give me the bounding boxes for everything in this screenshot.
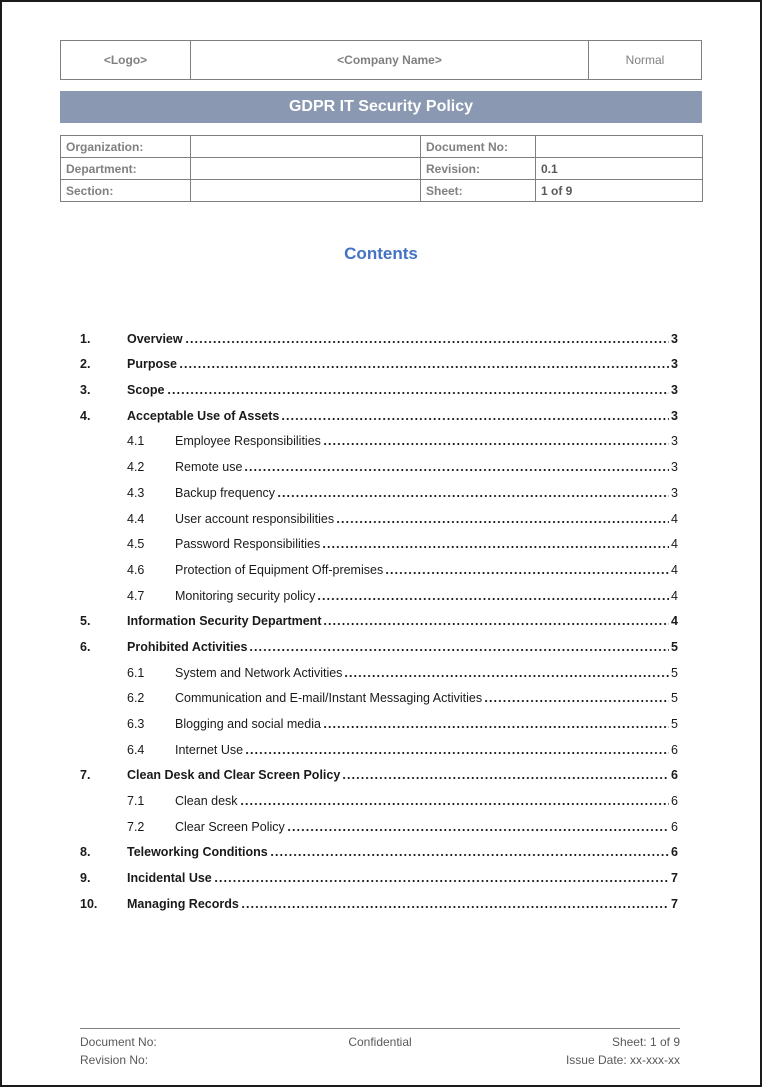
toc-entry-page: 6 <box>671 768 678 783</box>
toc-entry-title: Prohibited Activities <box>127 639 248 654</box>
toc-entry[interactable] <box>80 500 678 526</box>
toc-leader-dots <box>324 726 669 728</box>
toc-entry[interactable] <box>80 705 678 731</box>
toc-entry-title: Monitoring security policy <box>175 588 316 603</box>
footer-issue-date: Issue Date: xx-xxx-xx <box>565 1053 680 1067</box>
section-value <box>191 180 421 202</box>
footer-revision-no: Revision No: <box>80 1053 149 1067</box>
document-info-table <box>60 135 703 202</box>
toc-entry[interactable] <box>80 859 678 885</box>
footer-confidential: Confidential <box>348 1035 412 1049</box>
toc-entry-title: Purpose <box>127 357 178 372</box>
toc-entry-page: 6 <box>671 794 678 809</box>
toc-entry-title: Information Security Department <box>127 614 322 629</box>
toc-leader-dots <box>271 854 669 856</box>
toc-leader-dots <box>186 341 669 343</box>
toc-entry[interactable] <box>80 680 678 706</box>
toc-entry-title: Clean Desk and Clear Screen Policy <box>127 768 341 783</box>
toc-entry[interactable] <box>80 397 678 423</box>
toc-entry-page: 5 <box>671 639 678 654</box>
sheet-value: 1 of 9 <box>536 180 703 202</box>
toc-entry-page: 5 <box>671 717 678 731</box>
logo-placeholder-cell: <Logo> <box>61 41 191 79</box>
toc-entry[interactable] <box>80 526 678 552</box>
toc-entry-title: Scope <box>127 383 165 398</box>
toc-entry-title: Employee Responsibilities <box>175 434 321 449</box>
toc-entry-title: Managing Records <box>127 896 239 911</box>
toc-entry-page: 6 <box>671 742 678 757</box>
page-footer <box>80 1028 680 1069</box>
toc-entry-title: User account responsibilities <box>175 511 335 526</box>
toc-leader-dots <box>246 752 669 754</box>
footer-sheet: Sheet: 1 of 9 <box>611 1035 680 1049</box>
toc-entry-number: 5. <box>80 614 91 629</box>
toc-leader-dots <box>386 572 669 574</box>
toc-entry-number: 6.2 <box>127 691 145 706</box>
toc-entry-number: 9. <box>80 871 91 886</box>
toc-entry-title: Incidental Use <box>127 871 212 886</box>
toc-entry-number: 4.6 <box>127 562 145 577</box>
toc-entry-number: 6. <box>80 639 91 654</box>
toc-entry[interactable] <box>80 834 678 860</box>
info-row-department <box>61 158 703 180</box>
organization-value <box>191 136 421 158</box>
toc-entry[interactable] <box>80 371 678 397</box>
toc-entry-page: 3 <box>671 331 678 346</box>
toc-entry-title: Teleworking Conditions <box>127 845 268 860</box>
toc-entry[interactable] <box>80 551 678 577</box>
toc-entry-title: Remote use <box>175 460 243 475</box>
toc-entry[interactable] <box>80 603 678 629</box>
toc-entry-number: 6.1 <box>127 665 145 680</box>
footer-left-block <box>80 1033 260 1069</box>
toc-entry-page: 6 <box>671 819 678 834</box>
info-row-organization <box>61 136 703 158</box>
department-value <box>191 158 421 180</box>
toc-entry-title: Communication and E-mail/Instant Messaging Activities <box>175 691 483 706</box>
toc-entry-title: Overview <box>127 331 183 346</box>
footer-document-no: Document No: <box>80 1035 157 1049</box>
toc-leader-dots <box>318 598 669 600</box>
contents-heading: Contents <box>344 244 418 263</box>
toc-entry[interactable] <box>80 885 678 911</box>
toc-entry[interactable] <box>80 782 678 808</box>
toc-entry-title: Clear Screen Policy <box>175 819 285 834</box>
toc-entry-number: 6.4 <box>127 742 145 757</box>
toc-entry-page: 5 <box>671 691 678 706</box>
toc-entry[interactable] <box>80 757 678 783</box>
toc-entry-number: 1. <box>80 331 91 346</box>
toc-entry-number: 4.2 <box>127 460 145 475</box>
toc-entry[interactable] <box>80 346 678 372</box>
toc-leader-dots <box>282 418 669 420</box>
toc-leader-dots <box>324 443 669 445</box>
toc-entry-page: 4 <box>671 537 678 552</box>
toc-leader-dots <box>288 829 669 831</box>
toc-entry-number: 7.2 <box>127 819 145 834</box>
toc-entry[interactable] <box>80 577 678 603</box>
toc-entry[interactable] <box>80 654 678 680</box>
toc-entry-page: 3 <box>671 408 678 423</box>
toc-leader-dots <box>215 880 669 882</box>
toc-leader-dots <box>278 495 669 497</box>
department-label: Department: <box>61 158 191 180</box>
toc-entry-title: System and Network Activities <box>175 665 343 680</box>
document-title-bar <box>60 91 702 123</box>
toc-entry-number: 4.4 <box>127 511 145 526</box>
sheet-label: Sheet: <box>421 180 536 202</box>
toc-entry-number: 7. <box>80 768 91 783</box>
toc-leader-dots <box>250 649 669 651</box>
info-row-section <box>61 180 703 202</box>
toc-entry[interactable] <box>80 474 678 500</box>
toc-entry-number: 7.1 <box>127 794 145 809</box>
toc-leader-dots <box>241 803 670 805</box>
toc-entry[interactable] <box>80 628 678 654</box>
revision-label: Revision: <box>421 158 536 180</box>
toc-entry-number: 8. <box>80 845 91 860</box>
toc-entry-page: 7 <box>671 896 678 911</box>
toc-entry-number: 3. <box>80 383 91 398</box>
toc-entry-number: 2. <box>80 357 91 372</box>
toc-entry[interactable] <box>80 808 678 834</box>
toc-entry-page: 3 <box>671 460 678 475</box>
classification-cell: Normal <box>625 53 665 67</box>
toc-leader-dots <box>180 366 669 368</box>
toc-leader-dots <box>168 392 670 394</box>
revision-value: 0.1 <box>536 158 703 180</box>
toc-entry-number: 10. <box>80 896 98 911</box>
toc-entry-page: 3 <box>671 357 678 372</box>
header-table <box>60 40 702 80</box>
toc-entry-number: 6.3 <box>127 717 145 731</box>
toc-entry-title: Acceptable Use of Assets <box>127 408 280 423</box>
toc-leader-dots <box>324 623 669 625</box>
footer-right-block <box>500 1033 680 1069</box>
toc-leader-dots <box>337 521 669 523</box>
section-label: Section: <box>61 180 191 202</box>
toc-entry-title: Protection of Equipment Off-premises <box>175 562 384 577</box>
document-title: GDPR IT Security Policy <box>288 98 474 115</box>
toc-entry-page: 5 <box>671 665 678 680</box>
toc-entry-title: Clean desk <box>175 794 238 809</box>
toc-leader-dots <box>345 675 669 677</box>
toc-leader-dots <box>242 906 669 908</box>
footer-center-block <box>260 1033 500 1069</box>
toc-entry-page: 4 <box>671 511 678 526</box>
organization-label: Organization: <box>61 136 191 158</box>
toc-entry[interactable] <box>80 320 678 346</box>
document-no-label: Document No: <box>421 136 536 158</box>
toc-entry-title: Internet Use <box>175 742 244 757</box>
toc-entry-page: 7 <box>671 871 678 886</box>
toc-entry-page: 3 <box>671 485 678 500</box>
document-no-value <box>536 136 703 158</box>
toc-list <box>80 320 678 911</box>
toc-entry-page: 3 <box>671 383 678 398</box>
toc-entry-page: 4 <box>671 588 678 603</box>
toc-entry-number: 4.1 <box>127 434 145 449</box>
toc-entry-number: 4.5 <box>127 537 145 552</box>
toc-entry-title: Backup frequency <box>175 485 276 500</box>
toc-leader-dots <box>323 546 669 548</box>
toc-entry[interactable] <box>80 731 678 757</box>
toc-entry-page: 4 <box>671 562 678 577</box>
toc-entry-title: Password Responsibilities <box>175 537 321 552</box>
toc-entry[interactable] <box>80 423 678 449</box>
toc-entry[interactable] <box>80 448 678 474</box>
toc-entry-page: 6 <box>671 845 678 860</box>
toc-entry-page: 3 <box>671 434 678 449</box>
toc-leader-dots <box>343 777 669 779</box>
toc-entry-title: Blogging and social media <box>175 717 321 731</box>
toc-leader-dots <box>245 469 669 471</box>
toc-entry-number: 4.3 <box>127 485 145 500</box>
toc-entry-page: 4 <box>671 614 678 629</box>
toc-entry-number: 4. <box>80 408 91 423</box>
toc-leader-dots <box>485 700 669 702</box>
company-name-cell: <Company Name> <box>191 41 589 79</box>
toc-entry-number: 4.7 <box>127 588 145 603</box>
